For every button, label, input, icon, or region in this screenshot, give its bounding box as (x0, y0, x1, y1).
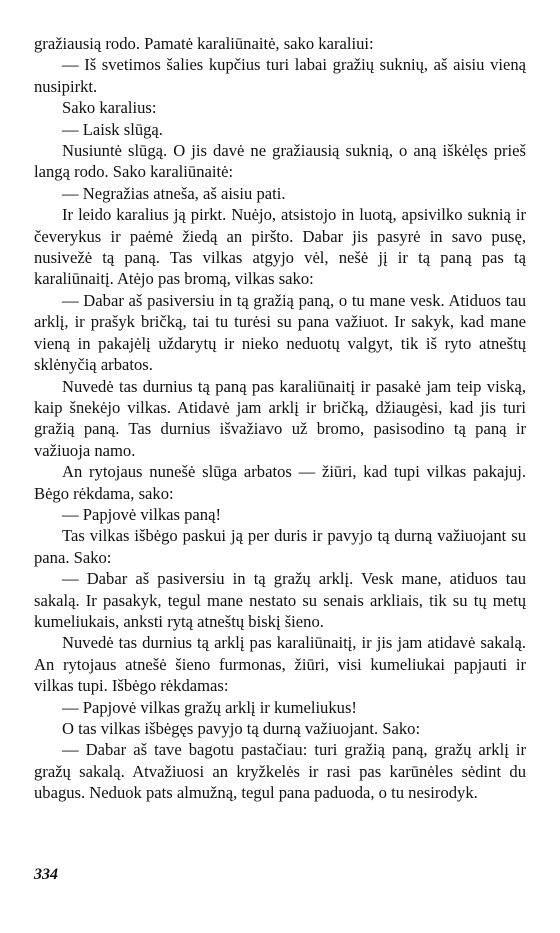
paragraph: O tas vilkas išbėgęs pavyjo tą durną važiuojant. Sako: (62, 719, 421, 738)
paragraph: Ir leido karalius ją pirkt. Nuėjo, atsistojo in luotą, apsivilko suknią ir čeverykus ir paėmė žiedą an piršto. Dabar jis pasyrė in savo pusę, nusivežė tą paną. Tas vilkas atgyjo vėl, nešė jį ir tą paną pas tą karaliūnaitį. Atėjo pas bromą, vilkas sako: (34, 205, 526, 289)
paragraph: — Dabar aš tave bagotu pastačiau: turi gražią paną, gražų arklį ir gražų sakalą. Atvažiuosi an kryžkelės ir rasi pas karūnėles sėdint du ubagus. Neduok pats almužną, tegul pana paduoda, o tu nesirodyk. (34, 740, 526, 803)
paragraph: — Dabar aš pasiversiu in tą gražų arklį. Vesk mane, atiduos tau sakalą. Ir pasakyk, tegul mane nestato su senais arkliais, tik su tų metų kumeliukais, anksti rytą atneštų biskį šieno. (34, 569, 526, 631)
paragraph: — Laisk slūgą. (62, 119, 163, 139)
paragraph: — Dabar aš pasiversiu in tą gražią paną, o tu mane vesk. Atiduos tau arklį, ir prašyk bričką, tai tu turėsi su pana važiuot. Ir sakyk, kad mane vieną in pakajėlį uždarytų ir nieko neduotų valgyt, tik iš ryto atneštų sklėnyčią arbatos. (34, 290, 526, 375)
paragraph: — Negražias atneša, aš aisiu pati. (62, 183, 286, 203)
paragraph: gražiausią rodo. Pamatė karaliūnaitė, sako karaliui: (34, 34, 374, 53)
paragraph: Nuvedė tas durnius tą arklį pas karaliūnaitį, ir jis jam atidavė sakalą. An rytojaus atnešė šieno furmonas, žiūri, visi kumeliukai papjauti ir vilkas tupi. Išbėgo rėkdamas: (34, 633, 526, 696)
paragraph: — Papjovė vilkas gražų arklį ir kumeliukus! (62, 697, 357, 717)
paragraph: — Papjovė vilkas paną! (62, 504, 221, 524)
paragraph: Tas vilkas išbėgo paskui ją per duris ir pavyjo tą durną važiuojant su pana. Sako: (34, 526, 526, 567)
paragraph: Nuvedė tas durnius tą paną pas karaliūnaitį ir pasakė jam teip viską, kaip šnekėjo vilkas. Atidavė jam arklį ir bričką, džiaugėsi, kad jis turi gražią paną. Tas durnius išvažiavo už bromo, pasisodino tą paną ir važiuoja namo. (34, 376, 526, 460)
page-number: 334 (34, 866, 58, 883)
page-body-text (34, 33, 526, 804)
paragraph: — Iš svetimos šalies kupčius turi labai gražių suknių, aš aisiu vieną nusipirkt. (34, 55, 526, 96)
paragraph: An rytojaus nunešė slūga arbatos — žiūri, kad tupi vilkas pakajuj. Bėgo rėkdama, sako: (34, 462, 526, 503)
paragraph: Nusiuntė slūgą. O jis davė ne gražiausią suknią, o aną iškėlęs prieš langą rodo. Sako karaliūnaitė: (34, 141, 526, 182)
paragraph: Sako karalius: (62, 98, 157, 118)
